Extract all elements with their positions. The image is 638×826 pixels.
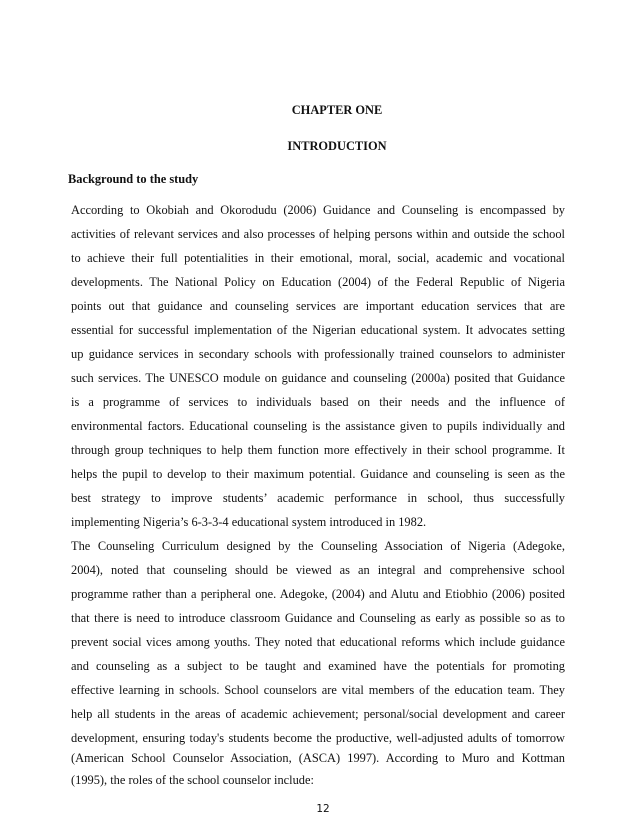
text-line: 2004), noted that counseling should be viewed as an integral and comprehensive school <box>71 563 565 577</box>
section-title: INTRODUCTION <box>287 139 387 153</box>
subheading: Background to the study <box>68 172 199 186</box>
text-line: The Counseling Curriculum designed by the Counseling Association of Nigeria (Adegoke, <box>71 539 565 553</box>
text-line: According to Okobiah and Okorodudu (2006) Guidance and Counseling is encompassed by <box>71 203 565 217</box>
text-line: to achieve their full potentialities in their emotional, moral, social, academic and vocational <box>71 251 565 265</box>
text-line: through group techniques to help them function more effectively in their school programme. It <box>71 443 565 457</box>
text-line: activities of relevant services and also processes of helping persons within and outside the school <box>71 227 565 241</box>
text-line: prevent social vices among youths. They noted that educational reforms which include guidance <box>71 635 565 649</box>
text-line: developments. The National Policy on Education (2004) of the Federal Republic of Nigeria <box>71 275 565 289</box>
text-line: up guidance services in secondary schools with professionally trained counselors to administer <box>71 347 565 361</box>
page-number: 12 <box>316 803 330 815</box>
text-line: that there is need to introduce classroom Guidance and Counseling as early as possible so as to <box>71 611 565 625</box>
text-line: is a programme of services to individuals based on their needs and the influence of <box>71 395 565 409</box>
text-line: effective learning in schools. School counselors are vital members of the education team. They <box>71 683 565 697</box>
text-line: (1995), the roles of the school counselor include: <box>71 773 314 787</box>
text-line: development, ensuring today's students become the productive, well-adjusted adults of tomorrow <box>71 731 565 745</box>
text-line: points out that guidance and counseling services are important education services that are <box>71 299 565 313</box>
text-line: helps the pupil to develop to their maximum potential. Guidance and counseling is seen as the <box>71 467 565 481</box>
text-line: environmental factors. Educational counseling is the assistance given to pupils individually and <box>71 419 565 433</box>
text-line: implementing Nigeria’s 6-3-3-4 educational system introduced in 1982. <box>71 515 427 529</box>
text-line: essential for successful implementation of the Nigerian educational system. It advocates setting <box>71 323 565 337</box>
text-line: such services. The UNESCO module on guidance and counseling (2000a) posited that Guidance <box>71 371 565 385</box>
text-line: and counseling as a subject to be taught and examined have the potentials for promoting <box>71 659 565 673</box>
text-line: programme rather than a peripheral one. Adegoke, (2004) and Alutu and Etiobhio (2006) posited <box>71 587 565 601</box>
text-line: help all students in the areas of academic achievement; personal/social development and career <box>71 707 565 721</box>
chapter-title: CHAPTER ONE <box>291 103 383 117</box>
text-line: (American School Counselor Association, (ASCA) 1997). According to Muro and Kottman <box>71 751 565 765</box>
text-line: best strategy to improve students’ academic performance in school, thus successfully <box>71 491 565 505</box>
